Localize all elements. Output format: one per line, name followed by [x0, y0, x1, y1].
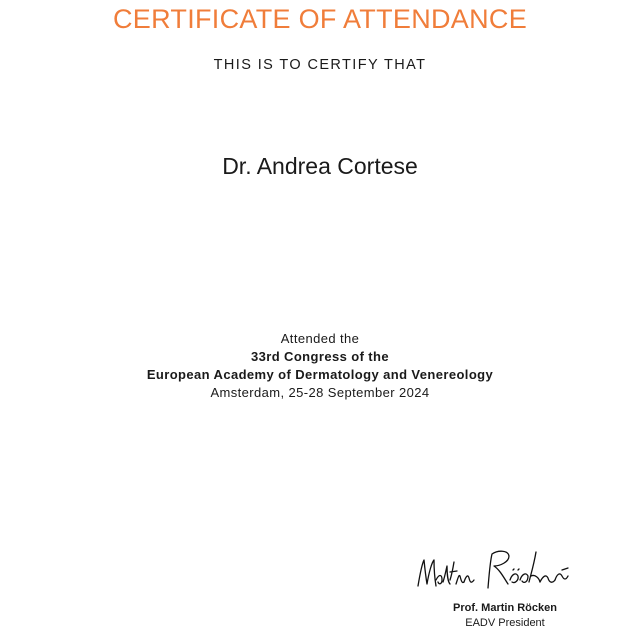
organization-line: European Academy of Dermatology and Venereology	[146, 367, 494, 382]
certificate-title: CERTIFICATE OF ATTENDANCE	[112, 4, 528, 34]
handwritten-signature	[412, 540, 572, 598]
attendance-details	[0, 330, 640, 402]
congress-line: 33rd Congress of the	[250, 349, 390, 364]
certify-statement: THIS IS TO CERTIFY THAT	[213, 57, 427, 73]
signer-role: EADV President	[465, 617, 545, 629]
attended-line: Attended the	[280, 331, 360, 346]
recipient-name: Dr. Andrea Cortese	[222, 153, 418, 179]
location-date-line: Amsterdam, 25-28 September 2024	[210, 385, 430, 400]
signer-name: Prof. Martin Röcken	[453, 602, 557, 614]
